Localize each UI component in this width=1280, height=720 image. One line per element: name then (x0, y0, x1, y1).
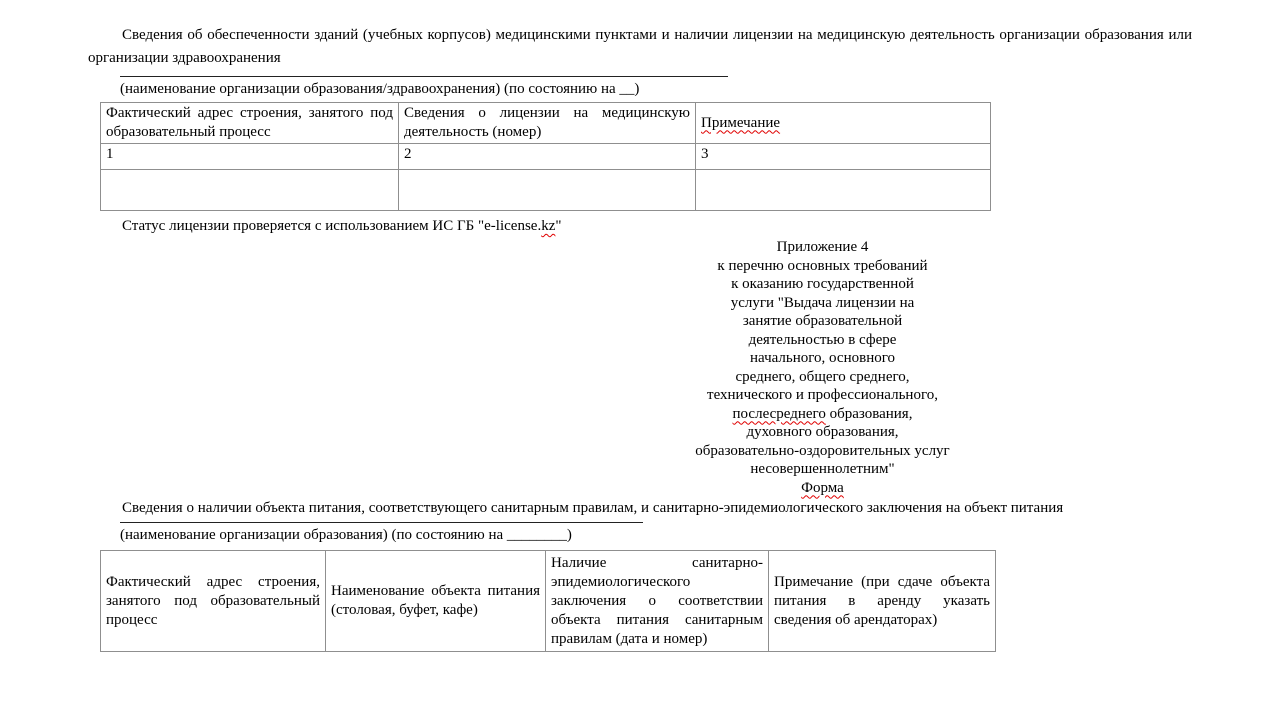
medical-section-intro: Сведения об обеспеченности зданий (учебных корпусов) медицинскими пунктами и наличии лицензии на медицинскую деятельность организации образования или организации здравоохранения (88, 27, 1192, 66)
annex-line-rest: образования, (825, 405, 913, 422)
annex-line: духовного образования, (746, 424, 899, 440)
org-name-blank-line-2 (120, 522, 643, 523)
annex-line: к перечню основных требований (717, 257, 928, 274)
empty-cell (696, 170, 991, 211)
status-note-text: Статус лицензии проверяется с использованием ИС ГБ "e-license. (122, 218, 542, 234)
annex-line: услуги "Выдача лицензии на (730, 294, 915, 311)
status-note-quote: " (555, 218, 562, 234)
header-cell-address: Фактический адрес строения, занятого под образовательный процесс (101, 103, 399, 144)
header-cell-note: Примечание (при сдаче объекта питания в аренду указать сведения об арендаторах) (769, 551, 996, 652)
annex-line: начального, основного (750, 350, 895, 366)
header-cell-catering-name: Наименование объекта питания (столовая, буфет, кафе) (326, 551, 546, 652)
annex-line: деятельностью в сфере (748, 331, 897, 348)
catering-table (100, 550, 996, 652)
annex-line: несовершеннолетним" (750, 461, 895, 477)
license-status-note (88, 216, 1192, 236)
form-label: Форма (801, 479, 844, 496)
annex-line: среднего, общего среднего, (735, 368, 910, 385)
annex-line: образовательно-оздоровительных услуг (695, 442, 950, 459)
org-name-caption-2: (наименование организации образования) (по состоянию на ________) (120, 527, 572, 543)
empty-entry-row (101, 170, 991, 211)
org-name-caption: (наименование организации образования/здравоохранения) (по состоянию на __) (120, 81, 640, 97)
column-number-cell: 3 (696, 144, 991, 170)
annex-heading-block (640, 238, 1005, 497)
status-note-misspelled: kz (541, 218, 556, 234)
catering-table-header-row (101, 551, 996, 652)
empty-cell (399, 170, 696, 211)
header-cell-sanitary: Наличие санитарно-эпидемиологического заключения о соответствии объекта питания санитарным правилам (дата и номер) (546, 551, 769, 652)
medical-license-table (100, 102, 991, 211)
annex-line: занятие образовательной (742, 313, 903, 329)
header-cell-license: Сведения о лицензии на медицинскую деятельность (номер) (399, 103, 696, 144)
medical-table-header-row (101, 103, 991, 144)
org-name-blank-line (120, 76, 728, 77)
annex-line: к оказанию государственной (731, 276, 914, 292)
empty-cell (101, 170, 399, 211)
annex-line (640, 405, 1005, 424)
header-cell-note: Примечание (696, 103, 991, 144)
annex-misspelled-word: послесреднего (732, 405, 826, 422)
column-number-row (101, 144, 991, 170)
catering-section-intro: Сведения о наличии объекта питания, соответствующего санитарным правилам, и санитарно-эпидемиологического заключения на объект питания (122, 500, 1064, 516)
annex-line: Приложение 4 (776, 239, 869, 255)
column-number-cell: 1 (101, 144, 399, 170)
header-cell-address: Фактический адрес строения, занятого под образовательный процесс (101, 551, 326, 652)
annex-line: технического и профессионального, (707, 387, 938, 403)
column-number-cell: 2 (399, 144, 696, 170)
